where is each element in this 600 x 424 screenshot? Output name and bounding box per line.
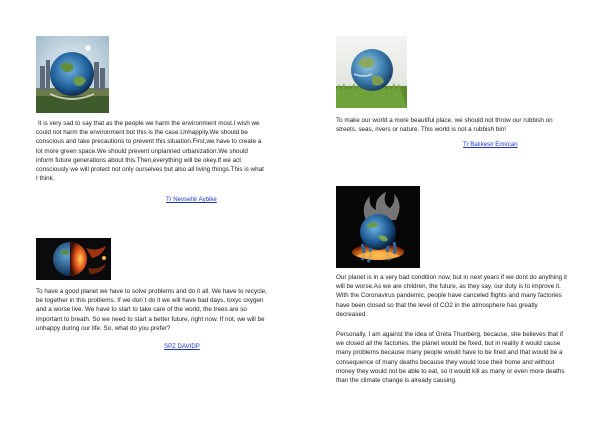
author-link-b3[interactable]: SPZ DAVIDP <box>164 343 200 350</box>
earth-melting-in-fire-icon <box>336 186 420 268</box>
earth-half-burning-icon <box>36 238 111 280</box>
author-link-b1[interactable]: Tr Nevsehir Aybike <box>166 196 217 203</box>
earth-city-collage-icon <box>36 36 109 113</box>
author-link-b2[interactable]: Tr Balıkesir Emircan <box>463 141 518 148</box>
paragraph-b3: To have a good planet we have to solve problems and do it all. We have to recycle, be together in this problems. If we don`t do it we will have bad days, toxyc oxygen and a worse live. We have to start to take care of the world, the trees are so important to breath. So we need to start a better future, right now. If not, we will be unhappy during our life. So, what do you prefer? <box>36 288 267 332</box>
earth-on-grass-icon <box>336 36 407 108</box>
paragraph-b1: It is very sad to say that as the people we harm the environment most.I wish we could not harm the environment but this is the case.Unhappily.We should be conscious and take precautions to prevent this situation.First,we have to create a lot more green space.We should prevent unplanned urbanization.We should inform future generations about this.Then,everything will be okey.If we act consciously we will protect not only ourselves but also all living things.This is what I think. <box>36 120 264 183</box>
paragraph-b2: To make our world a more beautiful place, we should not throw our rubbish on streets, seas, rivers or nature. This world is not a rubbish bin! <box>336 117 553 134</box>
paragraph-b4-2: Personally, I am against the idea of Greta Thunberg, because, she believes that if we closed all the factories, the planet would be fixed, but in reality it would cause many problems because many people would have to be fired and that would be a consequence of many deaths because they would lose their home and without money they would not be able to eat, so it would kill as many or even more deaths than the climate change is already causing. <box>336 331 565 385</box>
paragraph-b4-1: Our planet is in a very bad condition now, but in next years if we dont do anything it will be worse.As we are children, the future, as they say, our duty is to improve it. With the Coronavirus pandemic, people have canceled flights and many factories have been closed so that the level of CO2 in the atmosphere has greatly decreased. <box>336 274 568 318</box>
